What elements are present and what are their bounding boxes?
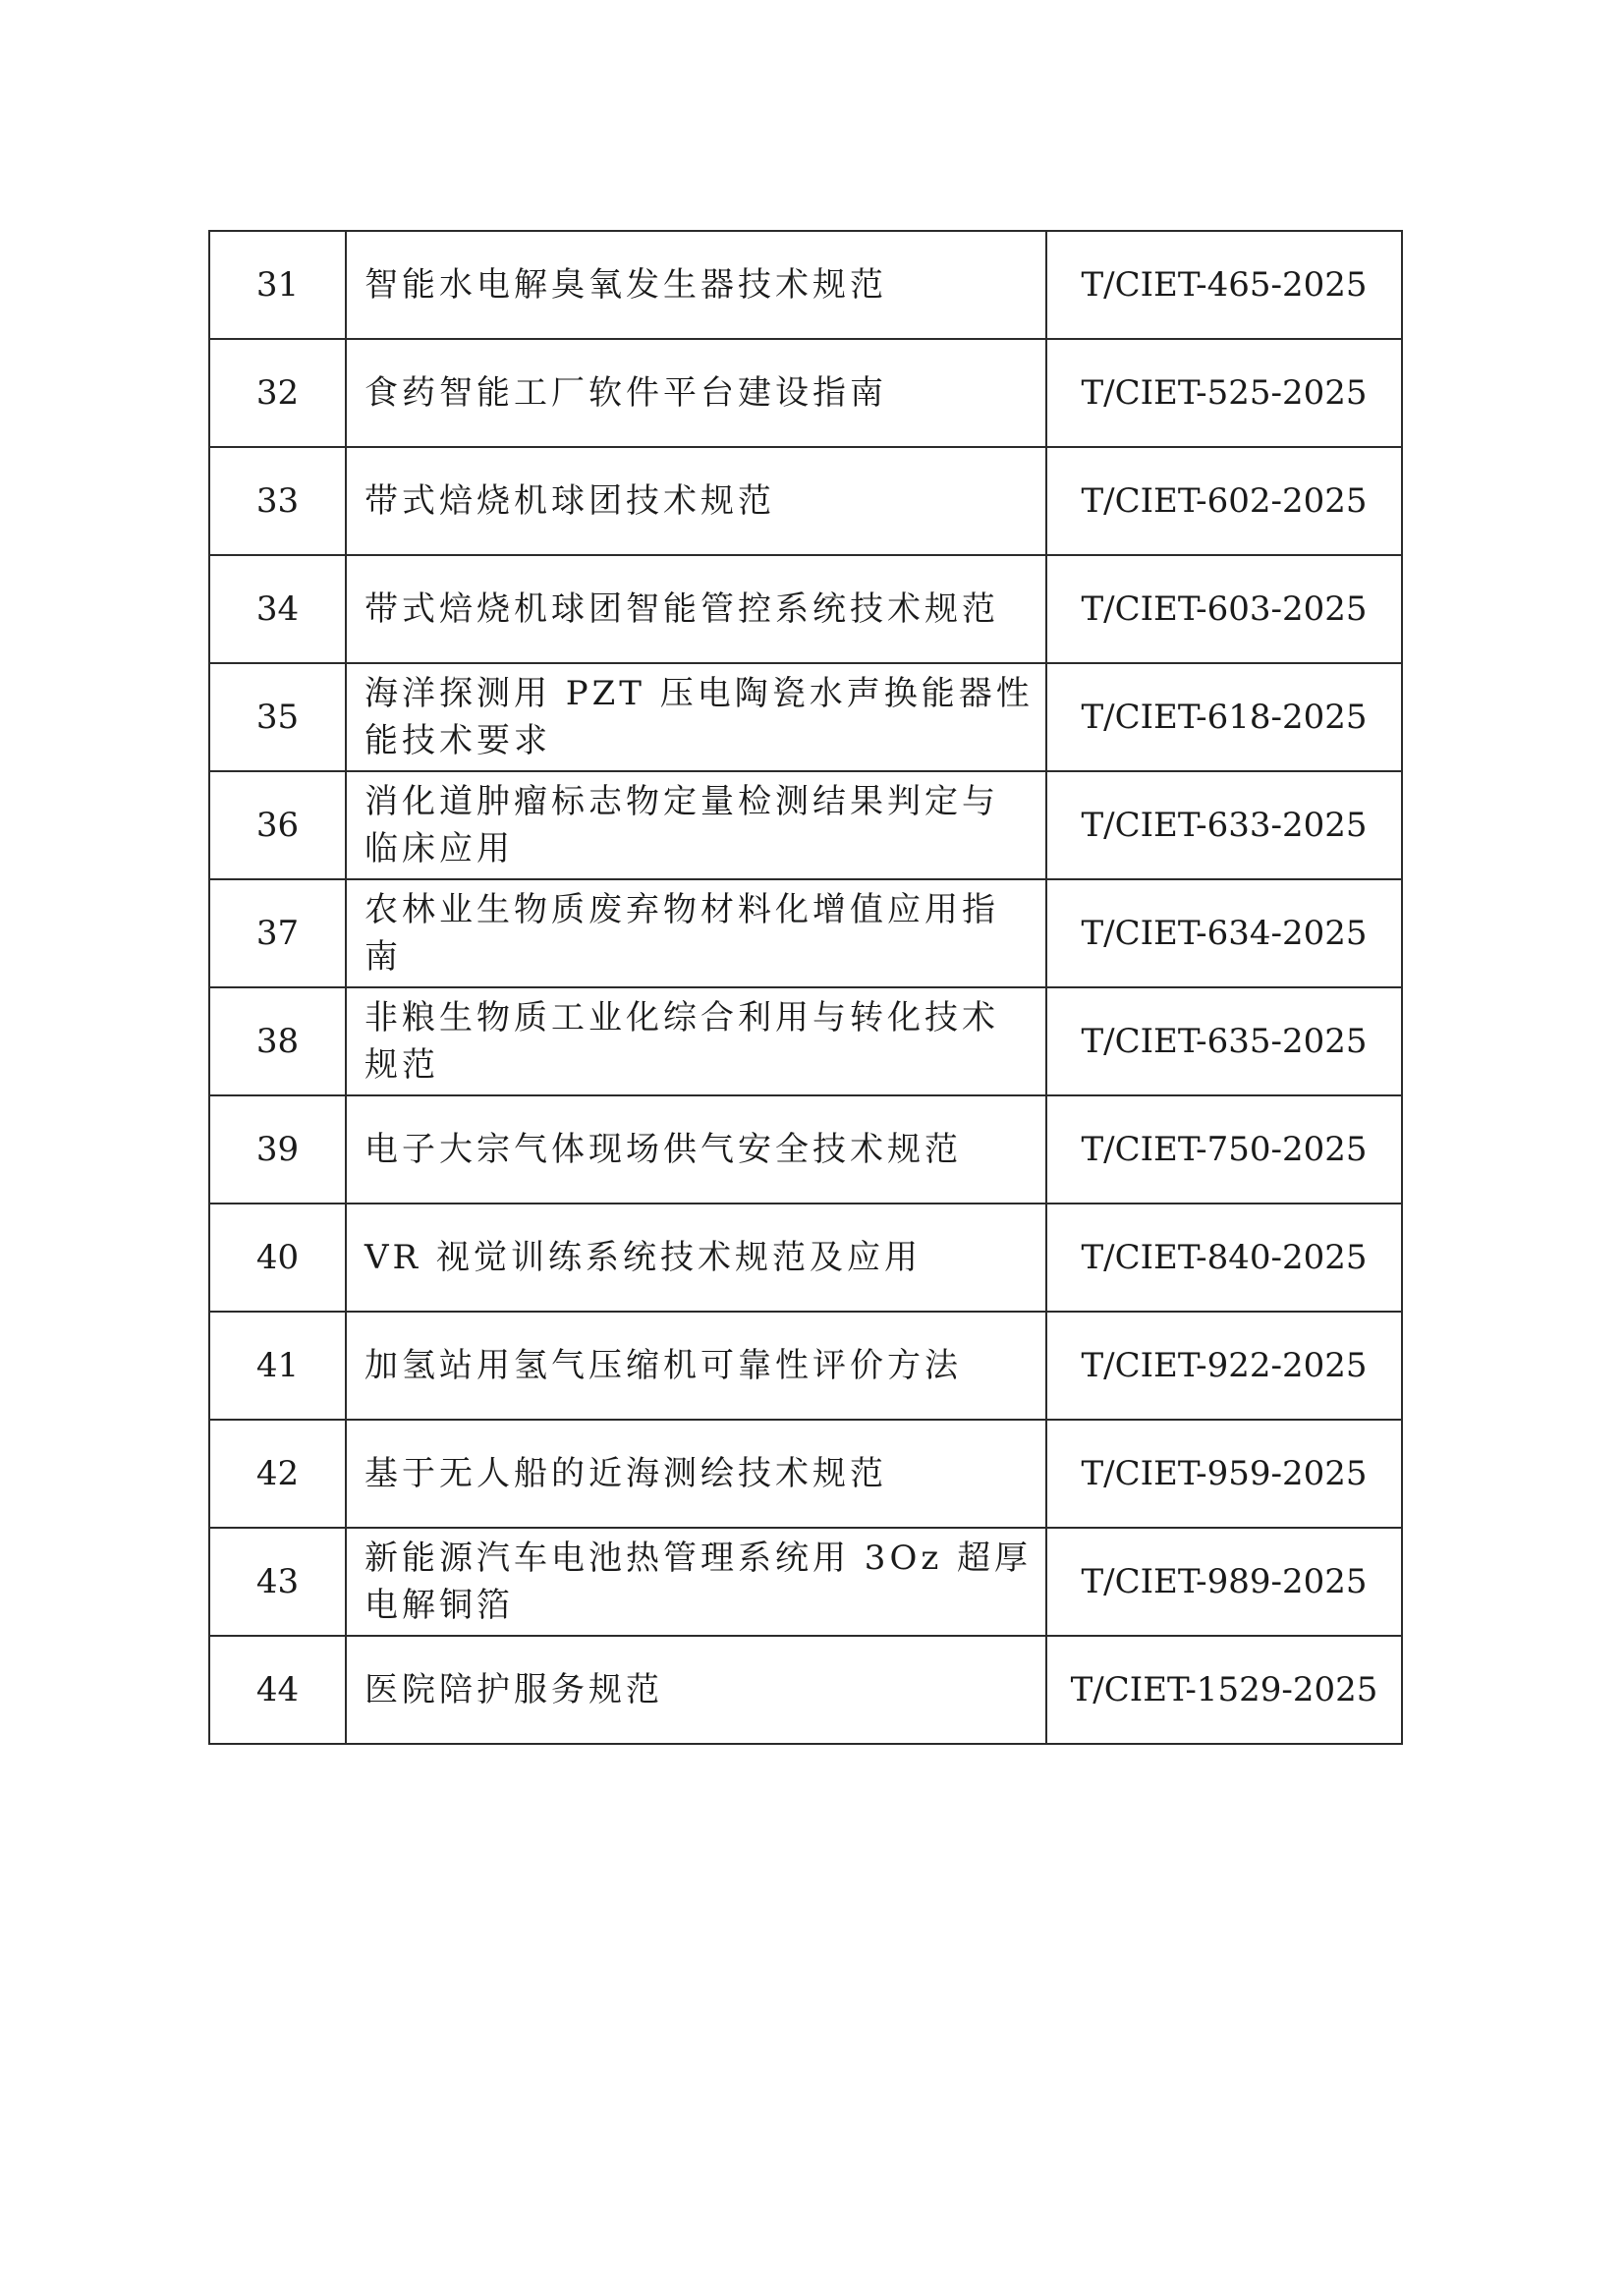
table-row xyxy=(209,231,1402,339)
standard-code: T/CIET-840-2025 xyxy=(1046,1204,1402,1312)
table-row xyxy=(209,1312,1402,1420)
standard-name: 基于无人船的近海测绘技术规范 xyxy=(346,1420,1046,1528)
table-row xyxy=(209,987,1402,1095)
standard-name: VR 视觉训练系统技术规范及应用 xyxy=(346,1204,1046,1312)
row-number: 33 xyxy=(209,447,346,555)
row-number: 34 xyxy=(209,555,346,663)
standard-code: T/CIET-1529-2025 xyxy=(1046,1636,1402,1744)
table-row xyxy=(209,1095,1402,1204)
standard-code: T/CIET-525-2025 xyxy=(1046,339,1402,447)
standard-code: T/CIET-959-2025 xyxy=(1046,1420,1402,1528)
row-number: 42 xyxy=(209,1420,346,1528)
standard-code: T/CIET-603-2025 xyxy=(1046,555,1402,663)
standards-table xyxy=(208,230,1403,1745)
standard-name: 带式焙烧机球团智能管控系统技术规范 xyxy=(346,555,1046,663)
table-row xyxy=(209,447,1402,555)
row-number: 40 xyxy=(209,1204,346,1312)
standard-name: 新能源汽车电池热管理系统用 3Oz 超厚电解铜箔 xyxy=(346,1528,1046,1636)
row-number: 35 xyxy=(209,663,346,771)
standard-code: T/CIET-465-2025 xyxy=(1046,231,1402,339)
standard-name: 农林业生物质废弃物材料化增值应用指南 xyxy=(346,879,1046,987)
table-row xyxy=(209,663,1402,771)
table-row xyxy=(209,771,1402,879)
standard-name: 电子大宗气体现场供气安全技术规范 xyxy=(346,1095,1046,1204)
standard-name: 加氢站用氢气压缩机可靠性评价方法 xyxy=(346,1312,1046,1420)
row-number: 37 xyxy=(209,879,346,987)
standard-code: T/CIET-635-2025 xyxy=(1046,987,1402,1095)
row-number: 32 xyxy=(209,339,346,447)
standard-name: 消化道肿瘤标志物定量检测结果判定与临床应用 xyxy=(346,771,1046,879)
row-number: 39 xyxy=(209,1095,346,1204)
standard-code: T/CIET-602-2025 xyxy=(1046,447,1402,555)
table-row xyxy=(209,555,1402,663)
standard-code: T/CIET-618-2025 xyxy=(1046,663,1402,771)
standard-code: T/CIET-633-2025 xyxy=(1046,771,1402,879)
standards-table-body xyxy=(209,231,1402,1744)
row-number: 41 xyxy=(209,1312,346,1420)
standard-name: 食药智能工厂软件平台建设指南 xyxy=(346,339,1046,447)
row-number: 44 xyxy=(209,1636,346,1744)
standard-name: 智能水电解臭氧发生器技术规范 xyxy=(346,231,1046,339)
table-row xyxy=(209,339,1402,447)
row-number: 43 xyxy=(209,1528,346,1636)
table-row xyxy=(209,1636,1402,1744)
table-row xyxy=(209,1204,1402,1312)
row-number: 36 xyxy=(209,771,346,879)
row-number: 31 xyxy=(209,231,346,339)
standard-name: 海洋探测用 PZT 压电陶瓷水声换能器性能技术要求 xyxy=(346,663,1046,771)
row-number: 38 xyxy=(209,987,346,1095)
standard-code: T/CIET-989-2025 xyxy=(1046,1528,1402,1636)
standard-code: T/CIET-922-2025 xyxy=(1046,1312,1402,1420)
standard-name: 非粮生物质工业化综合利用与转化技术规范 xyxy=(346,987,1046,1095)
standard-code: T/CIET-750-2025 xyxy=(1046,1095,1402,1204)
table-row xyxy=(209,879,1402,987)
standard-name: 医院陪护服务规范 xyxy=(346,1636,1046,1744)
table-row xyxy=(209,1528,1402,1636)
standard-code: T/CIET-634-2025 xyxy=(1046,879,1402,987)
standard-name: 带式焙烧机球团技术规范 xyxy=(346,447,1046,555)
table-row xyxy=(209,1420,1402,1528)
